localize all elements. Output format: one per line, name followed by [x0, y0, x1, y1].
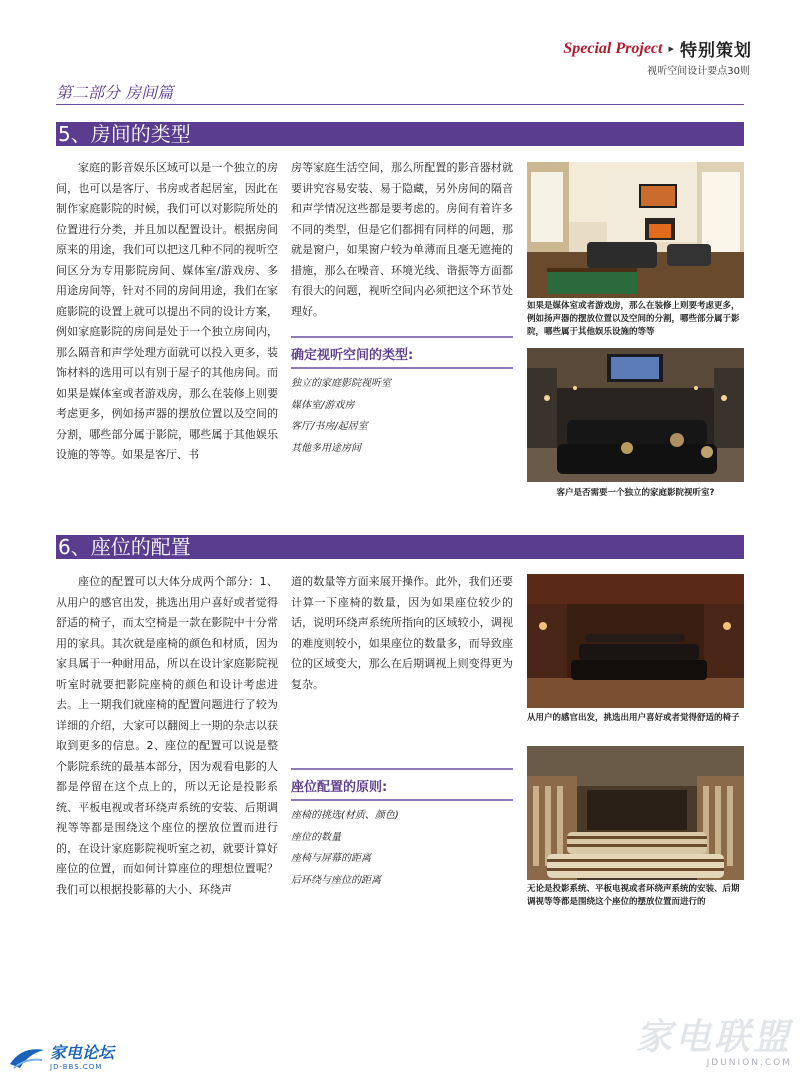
home-theater-photo: [527, 348, 744, 482]
section-6-principles: [291, 768, 513, 891]
media-room-caption: 如果是媒体室或者游戏房，那么在装修上则要考虑更多，例如扬声器的摆放位置以及空间的分割，哪些部分属于影院，哪些属于其他娱乐设施的等等: [527, 301, 740, 337]
triangle-icon: ▸: [668, 42, 674, 55]
principles-divider: [291, 799, 513, 801]
section-5-key-points: [291, 336, 513, 459]
home-theater-caption: 客户是否需要一个独立的家庭影院视听室?: [556, 488, 715, 498]
header-subtitle: 视听空间设计要点30则: [647, 66, 750, 77]
section-6-paragraph-1: 座位的配置可以大体分成两个部分：1、从用户的感官出发，挑选出用户喜好或者觉得舒适的椅子，而太空椅是一款在影院中十分常用的家具。其次就是座椅的颜色和材质，因为家具属于一种耐用品，所以在设计家庭影院视听室时就要把影院座椅的颜色和设计考虑进去。上一期我们就座椅的配置问题进行了较为详细的介绍，大家可以翻阅上一期的杂志以获取到更多的信息。2、座位的配置可以说是整个影院系统的最基本部分，因为观看电影的人都是停留在这个点上的，所以无论是投影系统、平板电视或者环绕声系统的安装、后期调视等等都是围绕这个座位的摆放位置而进行的，在设计家庭影院视听室之初，就要计算好座位的位置，而如何计算座位的理想位置呢？我们可以根据投影幕的大小、环绕声: [56, 575, 278, 896]
media-room-photo: [527, 162, 744, 298]
principle-item: 座椅与屏幕的距离: [291, 853, 371, 864]
jd-bbs-logo-text: 家电论坛: [50, 1043, 115, 1062]
striped-seats-caption: 无论是投影系统、平板电视或者环绕声系统的安装、后期调视等等都是围绕这个座位的摆放位置而进行的: [527, 884, 740, 907]
section-5-column-2: [291, 158, 513, 322]
brand-english: Special Project: [563, 39, 663, 57]
jd-bbs-logo[interactable]: [8, 1044, 114, 1072]
jdunion-watermark-text: 家电联盟: [635, 1017, 792, 1058]
key-points-title: 确定视听空间的类型:: [291, 348, 414, 363]
key-points-divider: [291, 367, 513, 369]
key-points-list: [291, 373, 513, 459]
section-5-paragraph-1: 家庭的影音娱乐区域可以是一个独立的房间，也可以是客厅、书房或者起居室，因此在制作家庭影院的时候，我们可以对影院所处的位置进行分类，并且加以配置设计。根据房间原来的用途，我们可以把这几种不同的视听空间区分为专用影院房间、媒体室/游戏房、多用途房间等，针对不同的房间用途，我们在家庭影院的设置上就可以提出不同的设计方案，例如家庭影院的房间是处于一个独立房间内，那么隔音和声学处理方面就可以投入更多，装饰材料的选用可以有别于屋子的其他房间。而如果是媒体室或者游戏房，那么在装修上则要考虑更多，例如扬声器的摆放位置以及空间的分割，哪些部分属于影院，哪些属于其他娱乐设施的等等。如果是客厅、书: [56, 161, 278, 461]
theater-seating-photo: [527, 574, 744, 708]
jd-bbs-url: JD-BBS.COM: [50, 1063, 103, 1071]
section-6-title-bar: 6、座位的配置: [56, 535, 744, 559]
swoosh-icon: [8, 1044, 46, 1072]
jdunion-url: JDUNION.COM: [706, 1058, 792, 1068]
magazine-header: [563, 36, 752, 61]
key-point-item: 媒体室/游戏房: [291, 399, 355, 411]
header-divider: [56, 104, 744, 105]
section-5-paragraph-2: 房等家庭生活空间，那么所配置的影音器材就要讲究容易安装、易于隐藏，另外房间的隔音和声学情况这些都是要考虑的。房间有着许多不同的类型，但是它们都拥有同样的问题，那就是窗户，如果窗户较为单薄而且毫无遮掩的措施，那么在噪音、环境光线、谐振等方面都有很大的问题，视听空间内必须把这个环节处理好。: [291, 161, 513, 318]
key-point-item: 独立的家庭影院视听室: [291, 378, 391, 389]
principle-item: 座位的数量: [291, 831, 341, 843]
part-label: 第二部分 房间篇: [56, 83, 174, 102]
section-5-column-1: [56, 158, 278, 466]
section-6-paragraph-2: 道的数量等方面来展开操作。此外，我们还要计算一下座椅的数量，因为如果座位较少的话，说明环绕声系统所指向的区域较小，调视的难度则较小，如果座位的数量多，而导致座位的区域变大，那么在后期调视上则变得更为复杂。: [291, 575, 513, 691]
key-point-item: 其他多用途房间: [291, 442, 361, 454]
brand-chinese: 特别策划: [680, 41, 752, 61]
principle-item: 后环绕与座位的距离: [291, 874, 381, 886]
theater-seating-caption: 从用户的感官出发，挑选出用户喜好或者觉得舒适的椅子: [527, 713, 740, 723]
section-6-column-1: [56, 572, 278, 900]
section-6-column-2: [291, 572, 513, 695]
key-point-item: 客厅/书房/起居室: [291, 421, 368, 432]
jdunion-watermark: [636, 1018, 792, 1068]
section-5-title-bar: 5、房间的类型: [56, 122, 744, 146]
principle-item: 座椅的挑选(材质、颜色): [291, 810, 399, 821]
principles-title: 座位配置的原则:: [291, 780, 388, 795]
striped-seats-photo: [527, 746, 744, 880]
principles-list: [291, 805, 513, 891]
